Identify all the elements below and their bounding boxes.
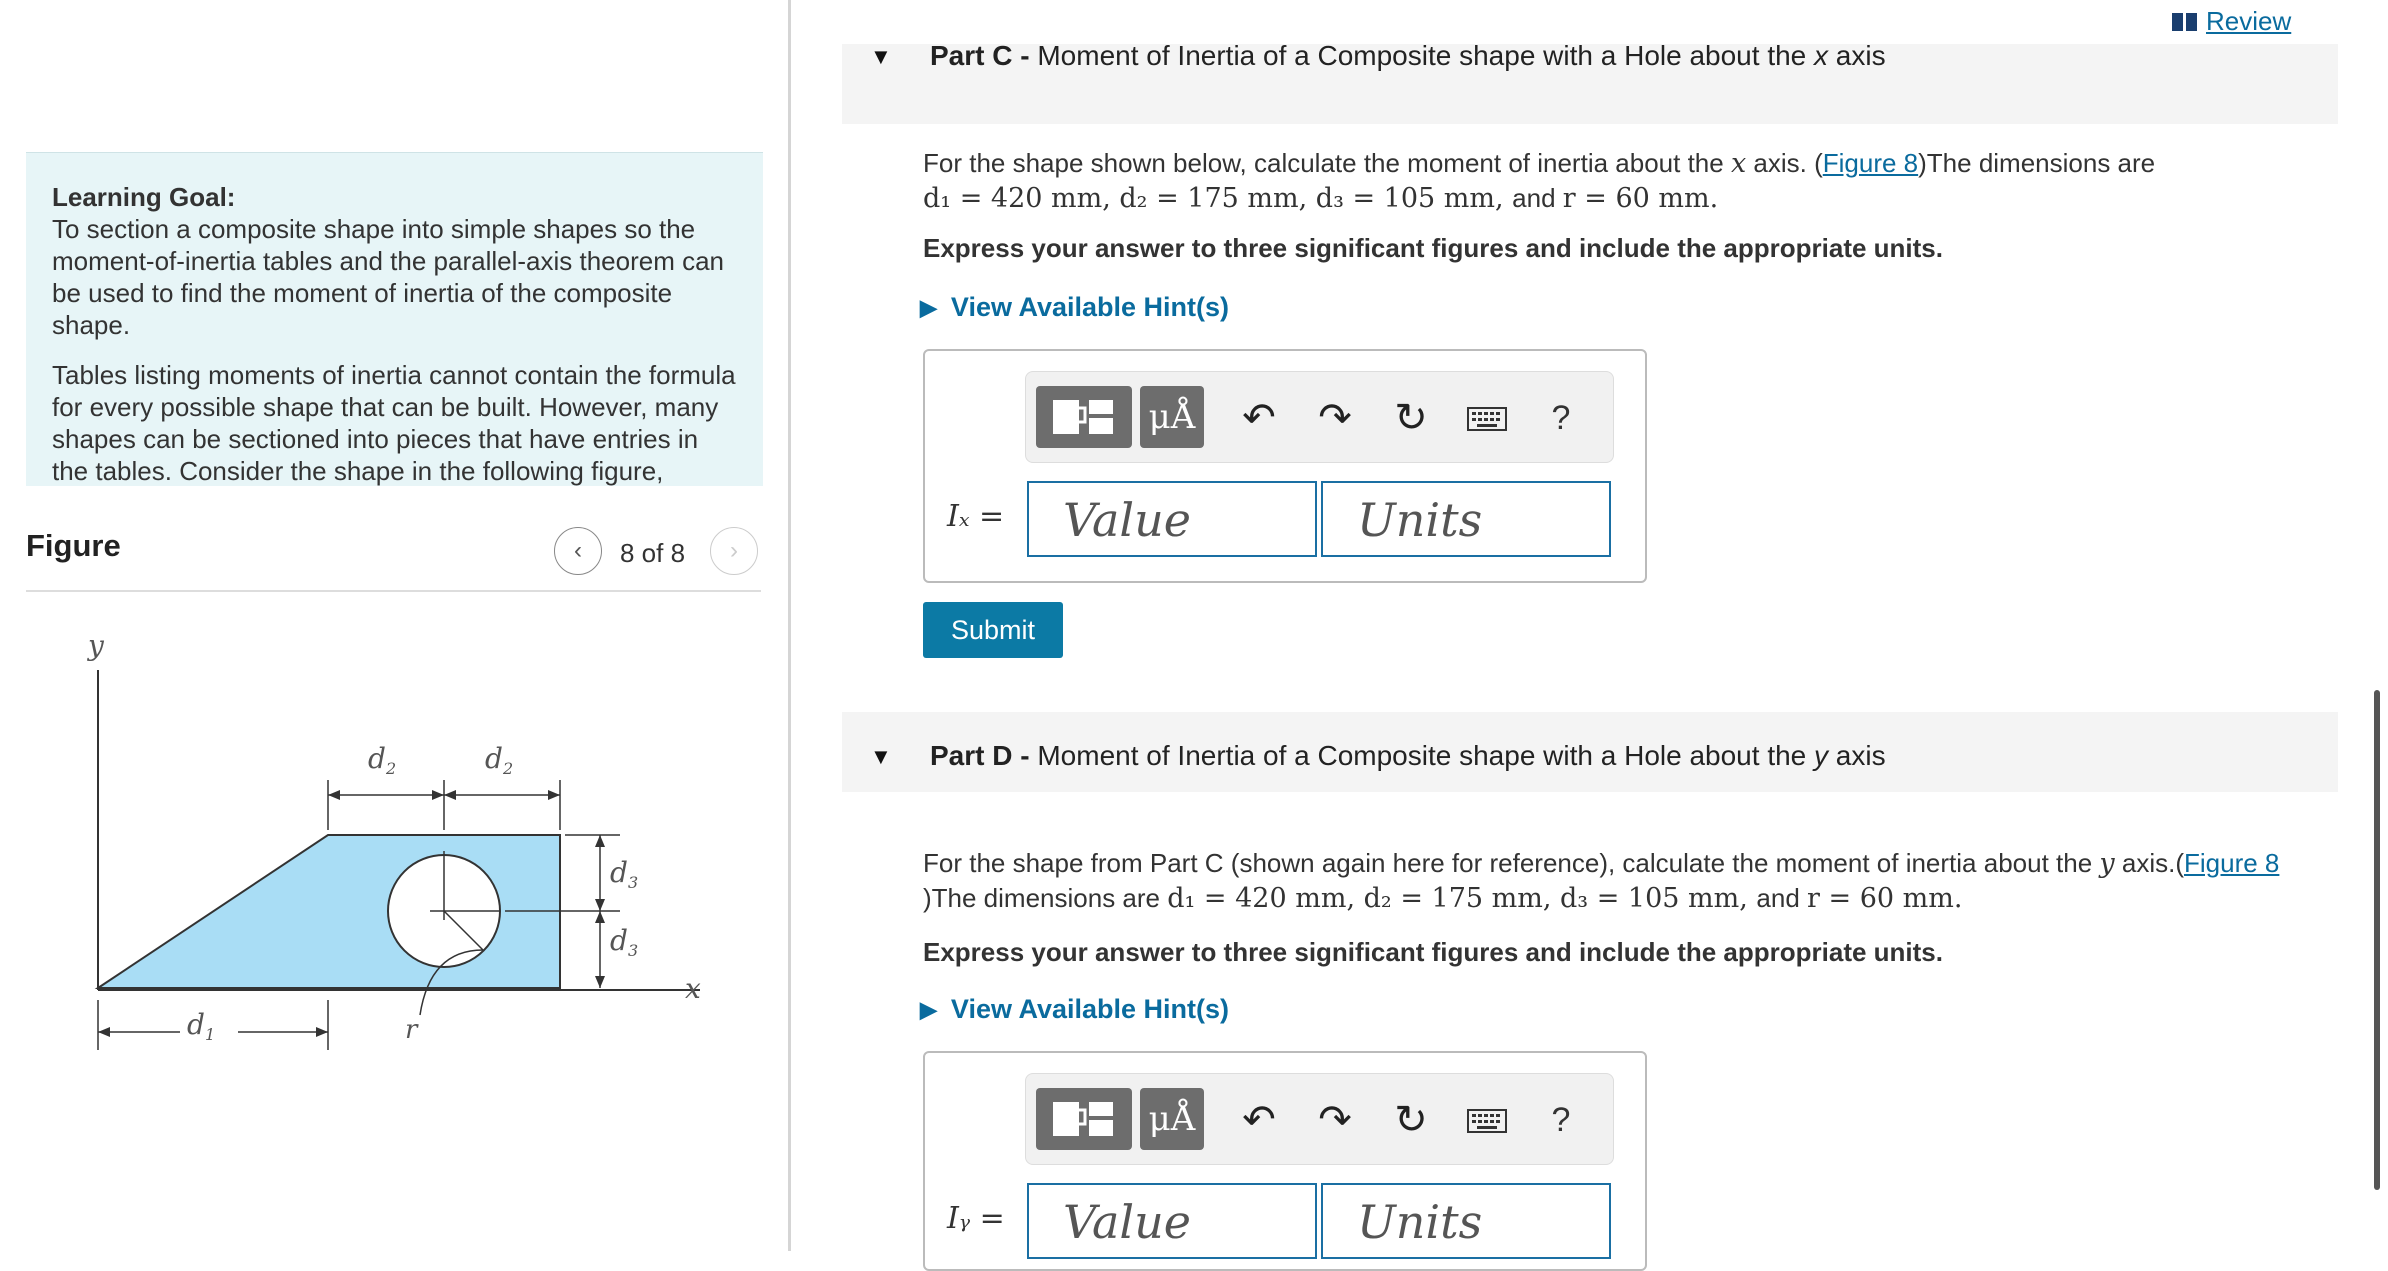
part-d-math-toolbar xyxy=(1025,1073,1614,1165)
undo-icon[interactable]: ↶ xyxy=(1242,396,1276,440)
part-c-figure-link[interactable]: Figure 8 xyxy=(1822,148,1919,178)
templates-icon xyxy=(1049,394,1119,440)
part-c-variable-label: Iₓ = xyxy=(947,499,1005,534)
learning-goal-title: Learning Goal: xyxy=(52,182,236,212)
templates-button[interactable] xyxy=(1036,386,1132,448)
d3-label-bottom: $d_3$ xyxy=(610,924,639,960)
d2-label-right: $d_2$ xyxy=(485,742,514,778)
part-d-collapse-icon[interactable]: ▼ xyxy=(870,744,892,769)
learning-goal-panel xyxy=(26,152,763,486)
review-label: Review xyxy=(2206,6,2292,36)
d2-label-left: $d_2$ xyxy=(368,742,397,778)
part-c-prompt: For the shape shown below, calculate the moment of inertia about the x axis. (Figure 8)The dimensions are d₁ = 420 mm, d₂ = 175 mm, d₃ = 105 mm, and r = 60 mm. xyxy=(923,148,2156,214)
templates-icon xyxy=(1049,1096,1119,1142)
book-icon xyxy=(2172,12,2198,32)
undo-icon[interactable]: ↶ xyxy=(1242,1098,1276,1142)
triangle-right-icon: ▶ xyxy=(920,996,937,1022)
part-c-instruction: Express your answer to three significant figures and include the appropriate units. xyxy=(923,233,1943,263)
chevron-right-icon: › xyxy=(730,537,738,564)
part-d-instruction: Express your answer to three significant figures and include the appropriate units. xyxy=(923,937,1943,967)
part-d-answer-box xyxy=(923,1051,1647,1271)
keyboard-icon[interactable] xyxy=(1462,396,1512,440)
figure-next-button[interactable] xyxy=(710,527,758,575)
part-d-title: Part D - Moment of Inertia of a Composite shape with a Hole about the y axis xyxy=(930,740,1886,771)
chevron-left-icon: ‹ xyxy=(574,537,582,564)
part-d-prompt: For the shape from Part C (shown again here for reference), calculate the moment of inertia about the y axis.(Figure 8 )The dimensions are d₁ = 420 mm, d₂ = 175 mm, d₃ = 105 mm, and r = 60 mm. xyxy=(923,848,2280,914)
templates-button[interactable] xyxy=(1036,1088,1132,1150)
units-button[interactable]: μÅ xyxy=(1140,386,1204,448)
part-c-submit-button[interactable]: Submit xyxy=(923,602,1063,658)
redo-icon[interactable]: ↷ xyxy=(1318,396,1352,440)
part-c-value-input[interactable]: Value xyxy=(1027,481,1317,557)
column-divider xyxy=(788,0,791,1251)
help-button[interactable]: ? xyxy=(1551,1101,1571,1139)
units-button[interactable]: μÅ xyxy=(1140,1088,1204,1150)
reset-icon[interactable]: ↻ xyxy=(1394,396,1428,440)
part-c-math-toolbar xyxy=(1025,371,1614,463)
part-c-units-input[interactable]: Units xyxy=(1321,481,1611,557)
part-d-units-input[interactable]: Units xyxy=(1321,1183,1611,1259)
part-c-title: Part C - Moment of Inertia of a Composite shape with a Hole about the x axis xyxy=(930,40,1886,71)
review-link[interactable] xyxy=(2172,6,2291,37)
y-axis-label: y xyxy=(88,629,104,662)
composite-shape-figure xyxy=(60,620,740,1080)
help-button[interactable]: ? xyxy=(1551,399,1571,437)
figure-title: Figure xyxy=(26,528,121,563)
redo-icon[interactable]: ↷ xyxy=(1318,1098,1352,1142)
figure-divider xyxy=(26,590,761,592)
figure-counter: 8 of 8 xyxy=(620,538,686,568)
d1-label: $d_1$ xyxy=(187,1008,216,1044)
part-c-hint-label: View Available Hint(s) xyxy=(950,292,1230,322)
part-d-figure-link[interactable]: Figure 8 xyxy=(2184,848,2280,878)
page-scrollbar[interactable] xyxy=(2374,690,2380,1190)
r-label: r xyxy=(405,1015,418,1045)
part-d-value-input[interactable]: Value xyxy=(1027,1183,1317,1259)
part-d-hint-label: View Available Hint(s) xyxy=(950,994,1230,1024)
x-axis-label: x xyxy=(685,972,701,1005)
part-d-variable-label: Iᵧ = xyxy=(947,1201,1005,1236)
figure-prev-button[interactable] xyxy=(554,527,602,575)
part-c-answer-box xyxy=(923,349,1647,583)
part-c-hint-toggle[interactable] xyxy=(920,292,1229,323)
keyboard-icon[interactable] xyxy=(1462,1098,1512,1142)
reset-icon[interactable]: ↻ xyxy=(1394,1098,1428,1142)
part-d-hint-toggle[interactable] xyxy=(920,994,1229,1025)
part-c-collapse-icon[interactable]: ▼ xyxy=(870,44,892,69)
intro-text: Tables listing moments of inertia cannot contain the formula for every possible shape that can be built. However, many shapes can be sectioned into pieces that have entries in the tables. Consider the shape in the following figure, xyxy=(52,360,736,486)
triangle-right-icon: ▶ xyxy=(920,294,937,320)
learning-goal-text: To section a composite shape into simple shapes so the moment-of-inertia tables and the parallel-axis theorem can be used to find the moment of inertia of the composite shape. xyxy=(52,214,725,340)
d3-label-top: $d_3$ xyxy=(610,856,639,892)
